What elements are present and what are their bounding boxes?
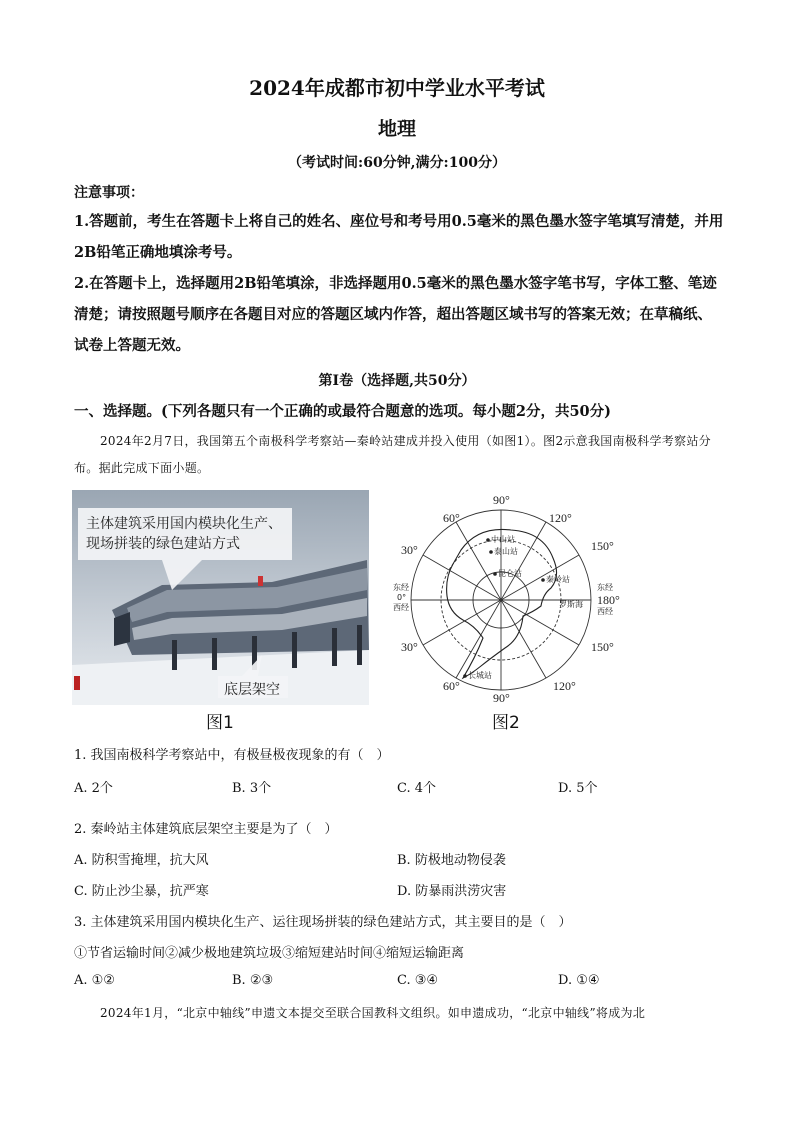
figure1-caption: 图1 xyxy=(206,713,234,733)
label-east-right: 东经 xyxy=(597,583,613,592)
lon-30-l: 30° xyxy=(401,543,418,557)
question-3-statements: ①节省运输时间②减少极地建筑垃圾③缩短建站时间④缩短运输距离 xyxy=(74,946,465,961)
question-1-stem: 1. 我国南极科学考察站中，有极昼极夜现象的有（ ） xyxy=(74,748,390,763)
q3-option-a[interactable]: A. ①② xyxy=(74,973,115,988)
label-west-left: 西经 xyxy=(393,603,409,612)
lon-60-tl: 60° xyxy=(443,511,460,525)
figure2-caption: 图2 xyxy=(492,713,520,733)
callout-modular: 主体建筑采用国内模块化生产、现场拼装的绿色建站方式 xyxy=(86,516,282,552)
lon-150-r: 150° xyxy=(591,539,614,553)
lon-180: 180° xyxy=(597,593,620,607)
question-2-stem: 2. 秦岭站主体建筑底层架空主要是为了（ ） xyxy=(74,822,338,837)
lon-120-br: 120° xyxy=(553,679,576,693)
section-heading: 第Ⅰ卷（选择题,共50分） xyxy=(318,373,476,389)
label-east-left: 东经 xyxy=(393,583,409,592)
notice-item-1: 1.答题前，考生在答题卡上将自己的姓名、座位号和考号用0.5毫米的黑色墨水签字笔填写清楚，并用2B铅笔正确地填涂考号。 xyxy=(74,213,724,261)
station-qinling: 秦岭站 xyxy=(546,575,570,584)
antarctica-map xyxy=(383,488,633,713)
q1-option-a[interactable]: A. 2个 xyxy=(74,781,113,796)
q3-option-d[interactable]: D. ①④ xyxy=(558,973,600,988)
lon-90-top: 90° xyxy=(493,493,510,507)
q2-option-d[interactable]: D. 防暴雨洪涝灾害 xyxy=(397,884,507,899)
station-zhongshan: 中山站 xyxy=(491,535,515,544)
q1-option-d[interactable]: D. 5个 xyxy=(558,781,598,796)
question-intro-2: 2024年1月，“北京中轴线”申遗文本提交至联合国教科文组织。如申遗成功，“北京中轴线”将成为北 xyxy=(100,1006,646,1020)
figure2-map xyxy=(383,488,633,713)
callout-stilts: 底层架空 xyxy=(224,682,280,698)
figure1-photo xyxy=(72,490,369,705)
station-kunlun: 昆仑站 xyxy=(498,569,522,578)
station-changcheng: 长城站 xyxy=(468,671,492,680)
label-west-right: 西经 xyxy=(597,607,613,616)
lon-120-tr: 120° xyxy=(549,511,572,525)
question-3-stem: 3. 主体建筑采用国内模块化生产、运往现场拼装的绿色建站方式，其主要目的是（ ） xyxy=(74,915,572,930)
q3-option-c[interactable]: C. ③④ xyxy=(397,973,439,988)
q3-option-b[interactable]: B. ②③ xyxy=(232,973,274,988)
notice-item-2: 2.在答题卡上，选择题用2B铅笔填涂，非选择题用0.5毫米的黑色墨水签字笔书写，字体工整、笔迹清楚；请按照题号顺序在各题目对应的答题区域内作答，超出答题区域书写的答案无效；在草稿纸、试卷上答题无效。 xyxy=(74,275,717,354)
exam-info: （考试时间:60分钟,满分:100分） xyxy=(288,155,506,171)
subject-title: 地理 xyxy=(377,118,416,140)
label-ross-sea: 罗斯海 xyxy=(559,600,583,609)
lon-150-br: 150° xyxy=(591,640,614,654)
q2-option-c[interactable]: C. 防止沙尘暴，抗严寒 xyxy=(74,884,209,899)
q1-option-b[interactable]: B. 3个 xyxy=(232,781,272,796)
q1-option-c[interactable]: C. 4个 xyxy=(397,781,437,796)
part1-heading: 一、选择题。(下列各题只有一个正确的或最符合题意的选项。每小题2分，共50分) xyxy=(74,403,611,420)
station-taishan: 泰山站 xyxy=(494,547,518,556)
notice-heading: 注意事项： xyxy=(74,185,144,201)
label-zero: 0° xyxy=(397,593,407,602)
question-intro-1: 2024年2月7日，我国第五个南极科学考察站—秦岭站建成并投入使用（如图1）。图2示意我国南极科学考察站分布。据此完成下面小题。 xyxy=(74,434,711,475)
lon-60-bl: 60° xyxy=(443,679,460,693)
q2-option-b[interactable]: B. 防极地动物侵袭 xyxy=(397,853,506,868)
lon-30-bl: 30° xyxy=(401,640,418,654)
q2-option-a[interactable]: A. 防积雪掩埋，抗大风 xyxy=(74,853,209,868)
exam-title: 2024年成都市初中学业水平考试 xyxy=(249,76,545,100)
lon-90-bottom: 90° xyxy=(493,691,510,705)
